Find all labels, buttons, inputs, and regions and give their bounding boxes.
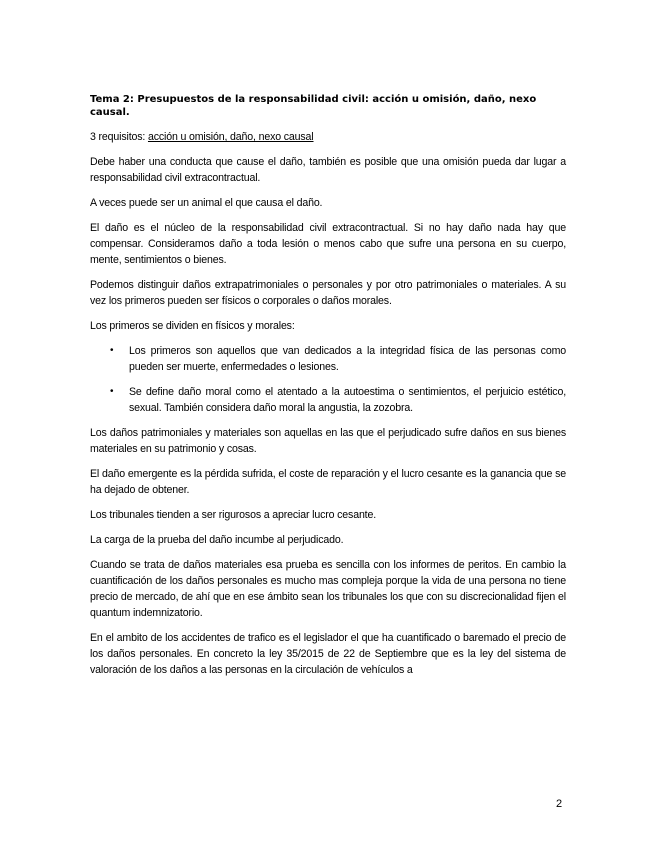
paragraph: Los primeros se dividen en físicos y morales: <box>90 320 295 332</box>
section-title: Tema 2: Presupuestos de la responsabilidad civil: acción u omisión, daño, nexo causal. <box>90 94 537 118</box>
paragraph: En el ambito de los accidentes de trafico es el legislador el que ha cuantificado o baremado el precio de los daños personales. En concreto la ley 35/2015 de 22 de Septiembre que es la ley del sistema de valoración de los daños a las personas en la circulación de vehículos a <box>90 632 566 676</box>
paragraph: Los daños patrimoniales y materiales son aquellas en las que el perjudicado sufre daños en sus bienes materiales en su patrimonio y cosas. <box>90 427 566 455</box>
paragraph: Podemos distinguir daños extrapatrimoniales o personales y por otro patrimoniales o materiales. A su vez los primeros pueden ser físicos o corporales o daños morales. <box>90 279 566 307</box>
paragraph: El daño emergente es la pérdida sufrida, el coste de reparación y el lucro cesante es la ganancia que se ha dejado de obtener. <box>90 468 566 496</box>
page-content <box>90 93 566 687</box>
bullet-list <box>90 343 566 416</box>
requisitos-line <box>90 129 566 145</box>
page-number: 2 <box>556 798 562 810</box>
paragraph: Los tribunales tienden a ser rigurosos a apreciar lucro cesante. <box>90 509 377 521</box>
list-item-text: Se define daño moral como el atentado a la autoestima o sentimientos, el perjuicio estético, sexual. También considera daño moral la angustia, la zozobra. <box>129 386 566 414</box>
paragraph: El daño es el núcleo de la responsabilidad civil extracontractual. Si no hay daño nada hay que compensar. Consideramos daño a toda lesión o menos cabo que sufre una persona en su cuerpo, mente, sentimientos o bienes. <box>90 222 566 266</box>
paragraph: Cuando se trata de daños materiales esa prueba es sencilla con los informes de peritos. En cambio la cuantificación de los daños personales es mucho mas compleja porque la vida de una persona no tiene precio de mercado, de ahí que en ese ámbito sean los tribunales los que con su discrecionalidad fijen el quantum indemnizatorio. <box>90 559 566 619</box>
paragraph: La carga de la prueba del daño incumbe al perjudicado. <box>90 534 344 546</box>
list-item <box>90 384 566 416</box>
list-item-text: Los primeros son aquellos que van dedicados a la integridad física de las personas como pueden ser muerte, enfermedades o lesiones. <box>129 345 566 373</box>
requisitos-underlined: acción u omisión, daño, nexo causal <box>147 131 314 143</box>
bullet-icon: • <box>110 386 114 397</box>
requisitos-prefix: 3 requisitos: <box>90 131 148 143</box>
bullet-icon: • <box>110 345 114 356</box>
list-item <box>90 343 566 375</box>
paragraph: Debe haber una conducta que cause el daño, también es posible que una omisión pueda dar lugar a responsabilidad civil extracontractual. <box>90 156 566 184</box>
paragraph: A veces puede ser un animal el que causa el daño. <box>90 197 323 209</box>
